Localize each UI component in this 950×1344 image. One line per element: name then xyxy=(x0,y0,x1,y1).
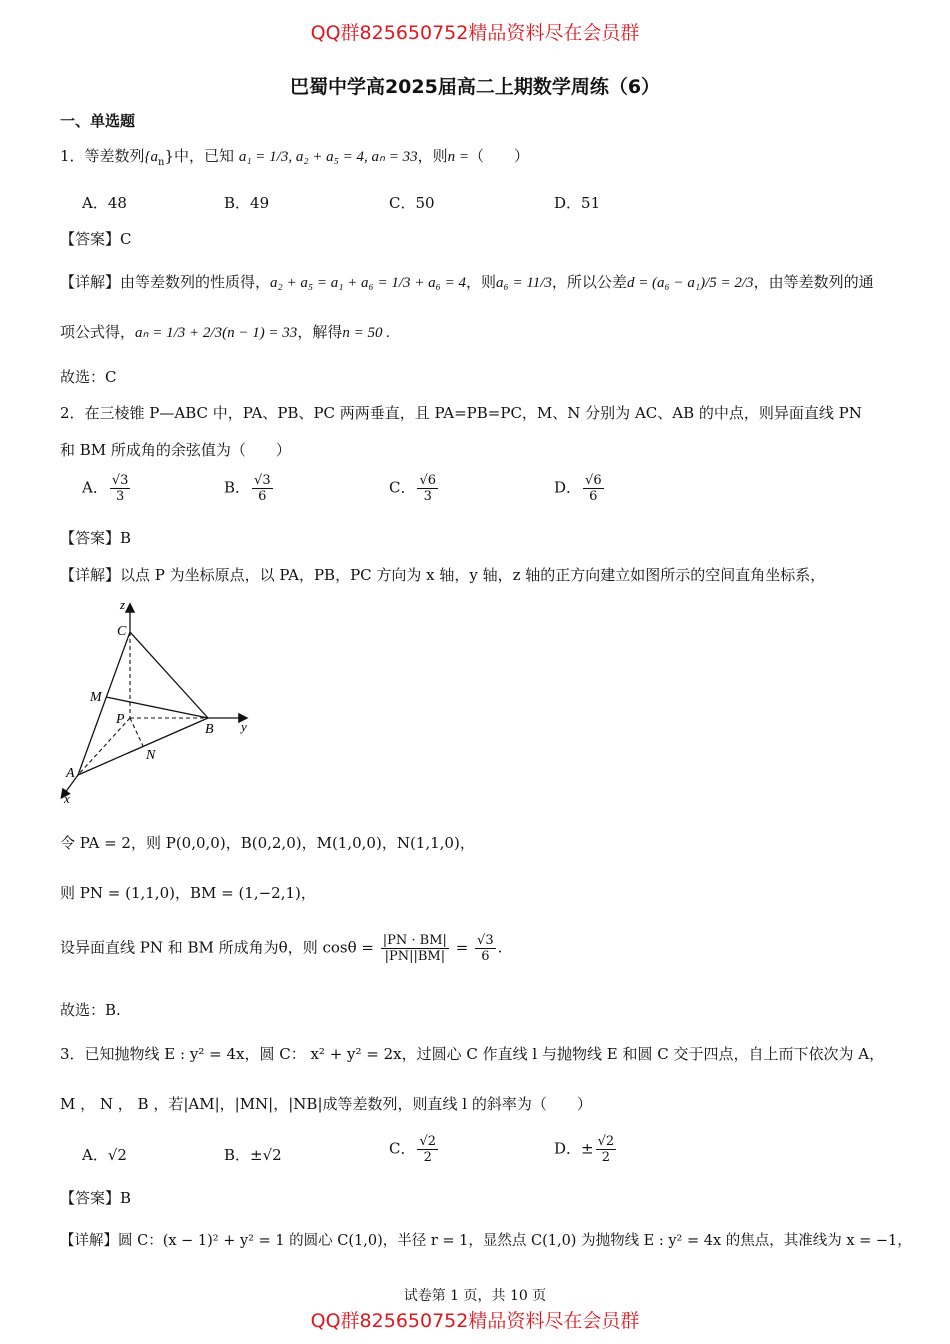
q2-detail: 【详解】以点 P 为坐标原点，以 PA，PB，PC 方向为 x 轴，y 轴，z 轴的正方向建立如图所示的空间直角坐标系， xyxy=(60,566,826,584)
label-x: x xyxy=(64,791,70,806)
q2-cos-line xyxy=(60,933,502,964)
q2-option-b-den: 6 xyxy=(258,489,267,504)
q3-option-d-num: √2 xyxy=(597,1134,615,1149)
q1-option-c: C．50 xyxy=(389,194,435,212)
page-footer: 试卷第 1 页，共 10 页 xyxy=(403,1288,547,1304)
label-b: B xyxy=(205,722,214,737)
section-heading: 一、单选题 xyxy=(60,112,136,130)
q2-option-d-den: 6 xyxy=(589,489,598,504)
q2-option-b-num: √3 xyxy=(254,473,271,488)
q3-option-c-num: √2 xyxy=(419,1134,437,1149)
q3-option-c-label: C． xyxy=(389,1139,416,1158)
q1-detail-1b: a₂ + a₅ = a₁ + a₆ = 1/3 + a₆ = 4 xyxy=(270,275,466,291)
q3-option-c xyxy=(389,1134,440,1165)
q2-option-a xyxy=(82,473,132,504)
q1-detail-2a: 项公式得， xyxy=(60,323,136,341)
label-c: C xyxy=(117,624,127,639)
label-y: y xyxy=(241,719,247,734)
q1-seq-close: } xyxy=(164,147,175,165)
q2-stem-line1: 2．在三棱锥 P—ABC 中，PA、PB、PC 两两垂直，且 PA=PB=PC，M、N 分别为 AC、AB 的中点，则异面直线 PN xyxy=(60,404,862,422)
q1-stem xyxy=(60,146,529,173)
q2-option-d-num: √6 xyxy=(585,473,602,488)
q2-vector-line: 则 PN = (1,1,0)，BM = (1,−2,1)， xyxy=(60,884,316,902)
q1-detail-2c: ，解得 xyxy=(297,323,343,341)
page-title: 巴蜀中学高2025届高二上期数学周练（6） xyxy=(289,76,661,98)
q1-detail-2d: n = 50 . xyxy=(342,325,390,341)
q3-option-a xyxy=(82,1144,127,1165)
q1-answer: 【答案】C xyxy=(60,230,132,248)
q2-option-a-den: 3 xyxy=(115,489,125,504)
q1-detail-2b: aₙ = 1/3 + 2/3(n − 1) = 33 xyxy=(135,325,298,341)
label-n: N xyxy=(146,748,156,763)
q2-cos-num: |PN · BM| xyxy=(382,933,447,948)
q2-option-c-label: C． xyxy=(389,478,416,497)
tetrahedron-figure xyxy=(50,595,280,810)
q1-option-b: B．49 xyxy=(224,194,270,212)
q2-option-b xyxy=(224,473,275,504)
q2-cos-intro: 设异面直线 PN 和 BM 所成角为θ，则 cosθ = xyxy=(60,938,374,957)
q3-option-d-den: 2 xyxy=(601,1150,611,1165)
q3-detail: 【详解】圆 C：(x − 1)² + y² = 1 的圆心 C(1,0)，半径 r = 1，显然点 C(1,0) 为抛物线 E : y² = 4x 的焦点，其准线为 x = −1， xyxy=(60,1233,912,1249)
q1-detail-line2 xyxy=(60,322,390,343)
edge-cb xyxy=(130,632,208,718)
q1-seq: {a xyxy=(144,149,159,165)
q1-detail-1e: ，所以公差 xyxy=(551,273,627,291)
q1-detail-1a: 【详解】由等差数列的性质得， xyxy=(60,273,271,291)
q1-choose: 故选：C xyxy=(60,368,117,386)
q2-cos-result-den: 6 xyxy=(481,949,490,964)
q1-paren: （ ） xyxy=(469,147,530,165)
q2-option-c xyxy=(389,473,440,504)
q2-option-a-label: A． xyxy=(82,478,108,497)
q1-detail-line1 xyxy=(60,272,874,293)
watermark-bottom: QQ群825650752精品资料尽在会员群 xyxy=(310,1310,640,1332)
q2-cos-den: |PN||BM| xyxy=(384,949,446,964)
q3-option-b-val: ±√2 xyxy=(250,1146,282,1164)
watermark-top: QQ群825650752精品资料尽在会员群 xyxy=(310,22,640,44)
q1-seq-sub: n xyxy=(158,157,165,168)
q2-choose: 故选：B. xyxy=(60,1001,121,1019)
edge-ab xyxy=(78,718,208,775)
q3-option-b xyxy=(224,1144,282,1165)
edge-ca xyxy=(78,632,130,775)
q2-let-line: 令 PA = 2，则 P(0,0,0)，B(0,2,0)，M(1,0,0)，N(1,1,0)， xyxy=(60,834,475,852)
q2-option-c-den: 3 xyxy=(423,489,432,504)
label-z: z xyxy=(120,597,126,612)
q3-option-a-label: A． xyxy=(82,1146,108,1164)
q2-option-d xyxy=(554,473,606,504)
label-m: M xyxy=(90,690,102,705)
q2-cos-end: . xyxy=(497,938,503,957)
q1-detail-1d: a₆ = 11/3 xyxy=(496,275,552,291)
q2-option-c-num: √6 xyxy=(419,473,437,488)
q1-stem-a: 1．等差数列 xyxy=(60,147,145,165)
q1-n-eq: n = xyxy=(447,149,470,165)
q2-option-a-num: √3 xyxy=(111,473,129,488)
segment-pn xyxy=(130,718,143,746)
q1-condition: a₁ = 1/3, a₂ + a₅ = 4, aₙ = 33 xyxy=(238,149,418,165)
q3-option-b-label: B． xyxy=(224,1146,251,1164)
q2-stem-line2: 和 BM 所成角的余弦值为（ ） xyxy=(60,441,291,459)
q1-detail-1g: ，由等差数列的通 xyxy=(753,273,874,291)
q3-option-c-den: 2 xyxy=(423,1150,432,1165)
q1-option-a: A．48 xyxy=(82,194,127,212)
q1-stem-b: 中，已知 xyxy=(174,147,235,165)
label-a: A xyxy=(66,766,75,781)
q3-stem-line1: 3．已知抛物线 E : y² = 4x，圆 C： x² + y² = 2x，过圆心 C 作直线 l 与抛物线 E 和圆 C 交于四点，自上而下依次为 A， xyxy=(60,1045,885,1063)
q2-cos-eq: = xyxy=(455,938,469,957)
q1-option-d: D．51 xyxy=(554,194,601,212)
q3-option-d-label: D．± xyxy=(554,1139,594,1158)
q2-option-b-label: B． xyxy=(224,478,251,497)
q3-answer: 【答案】B xyxy=(60,1189,132,1207)
q2-answer: 【答案】B xyxy=(60,529,132,547)
q3-option-a-val: √2 xyxy=(107,1146,127,1164)
q2-cos-result-num: √3 xyxy=(477,933,494,948)
q1-stem-c: ，则 xyxy=(417,147,448,165)
q1-detail-1c: ，则 xyxy=(466,273,497,291)
q3-option-d xyxy=(554,1134,618,1165)
label-p: P xyxy=(116,712,125,727)
q3-stem-line2: M ， N ， B ，若|AM|，|MN|，|NB|成等差数列，则直线 l 的斜率为（ ） xyxy=(60,1095,592,1113)
q2-option-d-label: D． xyxy=(554,478,582,497)
q1-detail-1f: d = (a₆ − a₁)/5 = 2/3 xyxy=(626,275,754,291)
